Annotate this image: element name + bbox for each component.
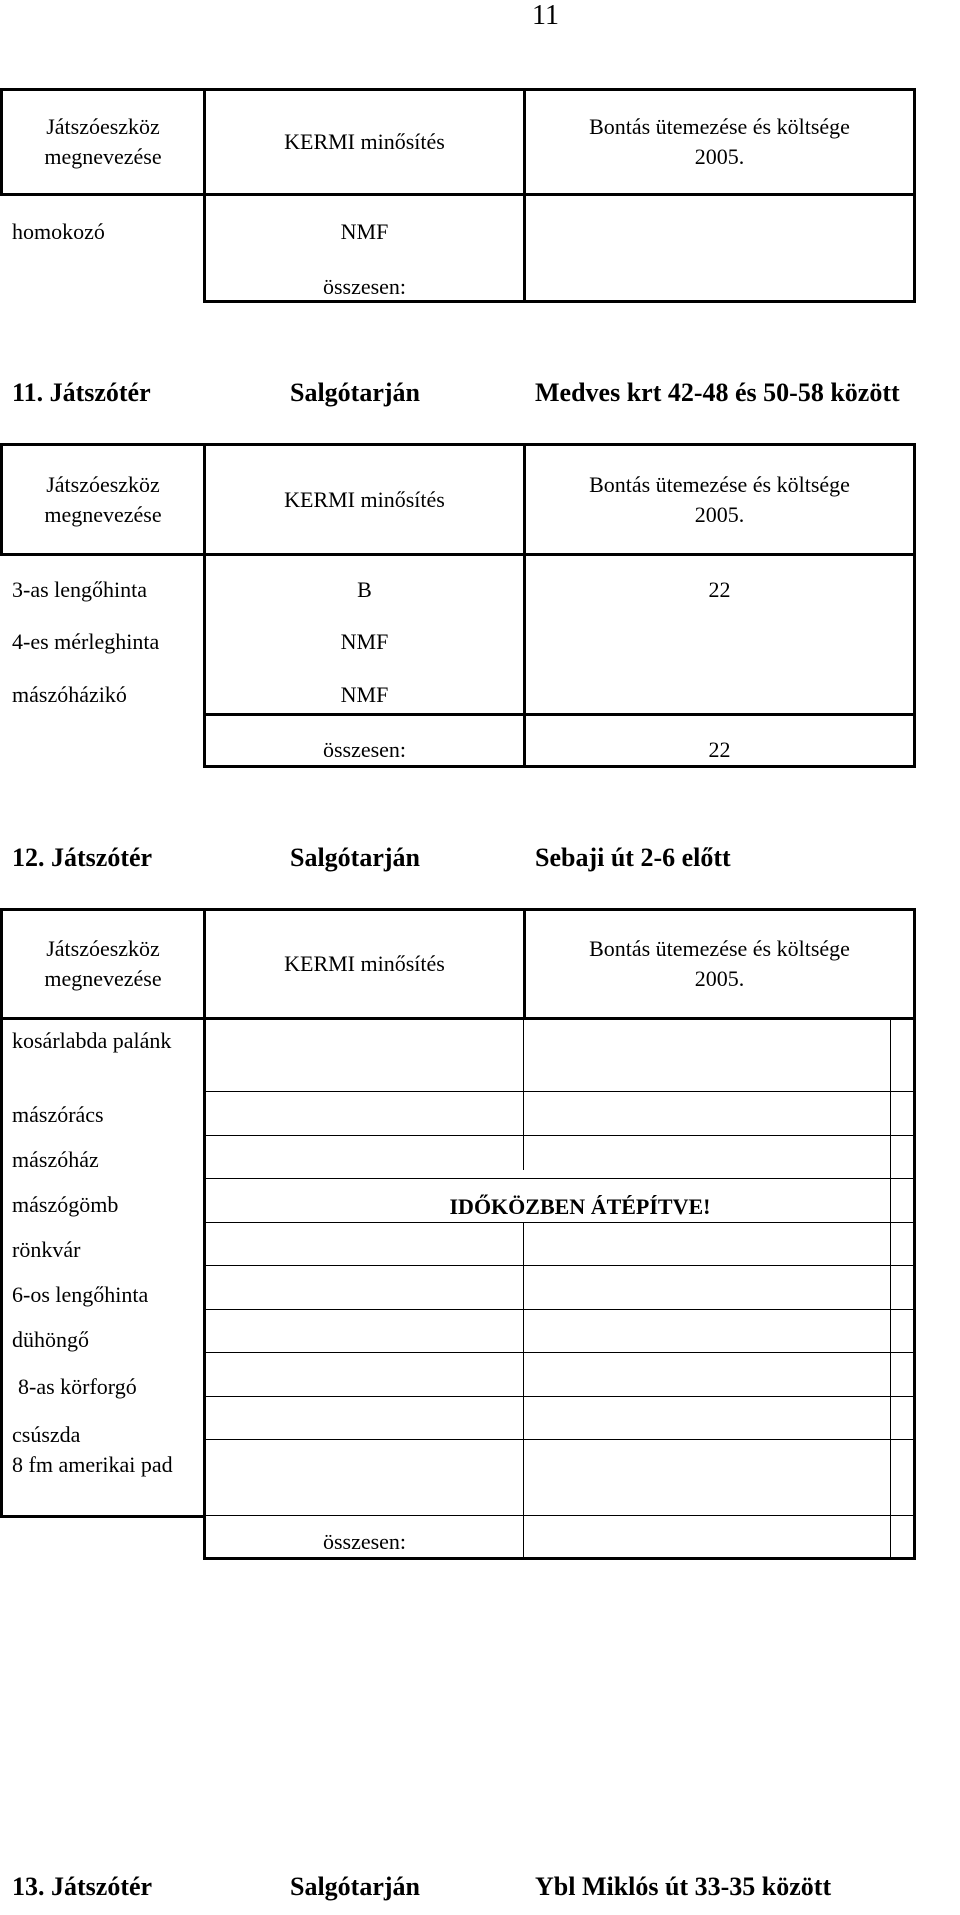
- header-cost-line2: 2005.: [694, 502, 745, 527]
- header-name: [3, 470, 203, 530]
- table-row-name: homokozó: [12, 219, 105, 244]
- table-row-name: dühöngő: [12, 1327, 89, 1352]
- header-name-line2: megnevezése: [44, 144, 162, 169]
- table-row-name: 8-as körforgó: [18, 1374, 137, 1399]
- header-cost-line1: Bontás ütemezése és költsége: [589, 936, 850, 961]
- header-cost-line2: 2005.: [694, 966, 745, 991]
- total-value: 22: [708, 737, 731, 762]
- table-row-name: 8 fm amerikai pad: [12, 1452, 173, 1477]
- section-13-city: Salgótarján: [290, 1872, 420, 1901]
- header-cost: [526, 934, 913, 994]
- table-row-name: 6-os lengőhinta: [12, 1282, 149, 1307]
- section-11-address: Medves krt 42-48 és 50-58 között: [535, 378, 900, 407]
- header-kermi: KERMI minősítés: [284, 487, 445, 512]
- page-number: 11: [532, 0, 559, 31]
- section-11-city: Salgótarján: [290, 378, 420, 407]
- header-name: [3, 112, 203, 172]
- total-label: összesen:: [322, 1529, 407, 1554]
- header-cost-line2: 2005.: [694, 144, 745, 169]
- header-name-line1: Játszóeszköz: [46, 936, 160, 961]
- table-row-kermi: NMF: [340, 682, 389, 707]
- table-row-name: mászóház: [12, 1147, 99, 1172]
- header-name-line1: Játszóeszköz: [46, 472, 160, 497]
- table-row-kermi: NMF: [340, 629, 389, 654]
- table-row-name: 3-as lengőhinta: [12, 577, 148, 602]
- header-name: [3, 934, 203, 994]
- rebuilt-note: IDŐKÖZBEN ÁTÉPÍTVE!: [300, 1192, 860, 1222]
- total-label: összesen:: [322, 737, 407, 762]
- header-kermi: KERMI minősítés: [284, 129, 445, 154]
- section-13-address: Ybl Miklós út 33-35 között: [535, 1872, 832, 1901]
- table-row-kermi: B: [357, 577, 372, 602]
- header-name-line1: Játszóeszköz: [46, 114, 160, 139]
- section-11-number: 11. Játszótér: [12, 378, 151, 407]
- header-cost-line1: Bontás ütemezése és költsége: [589, 472, 850, 497]
- table-row-name: 4-es mérleghinta: [12, 629, 160, 654]
- table-row-name: rönkvár: [12, 1237, 81, 1262]
- header-kermi: KERMI minősítés: [284, 951, 445, 976]
- table-row-name: mászórács: [12, 1102, 104, 1127]
- header-cost: [526, 112, 913, 172]
- section-12-address: Sebaji út 2-6 előtt: [535, 843, 731, 872]
- total-label: összesen:: [322, 274, 407, 299]
- table-row-cost: 22: [708, 577, 731, 602]
- table-row-kermi: NMF: [340, 219, 389, 244]
- header-name-line2: megnevezése: [44, 966, 162, 991]
- section-12-number: 12. Játszótér: [12, 843, 153, 872]
- table-row-name: csúszda: [12, 1422, 81, 1447]
- table-row-name: mászógömb: [12, 1192, 119, 1217]
- section-12-city: Salgótarján: [290, 843, 420, 872]
- section-13-number: 13. Játszótér: [12, 1872, 153, 1901]
- header-cost: [526, 470, 913, 530]
- header-cost-line1: Bontás ütemezése és költsége: [589, 114, 850, 139]
- table-row-name: mászóházikó: [12, 682, 127, 707]
- table-row-name: kosárlabda palánk: [12, 1028, 172, 1053]
- header-name-line2: megnevezése: [44, 502, 162, 527]
